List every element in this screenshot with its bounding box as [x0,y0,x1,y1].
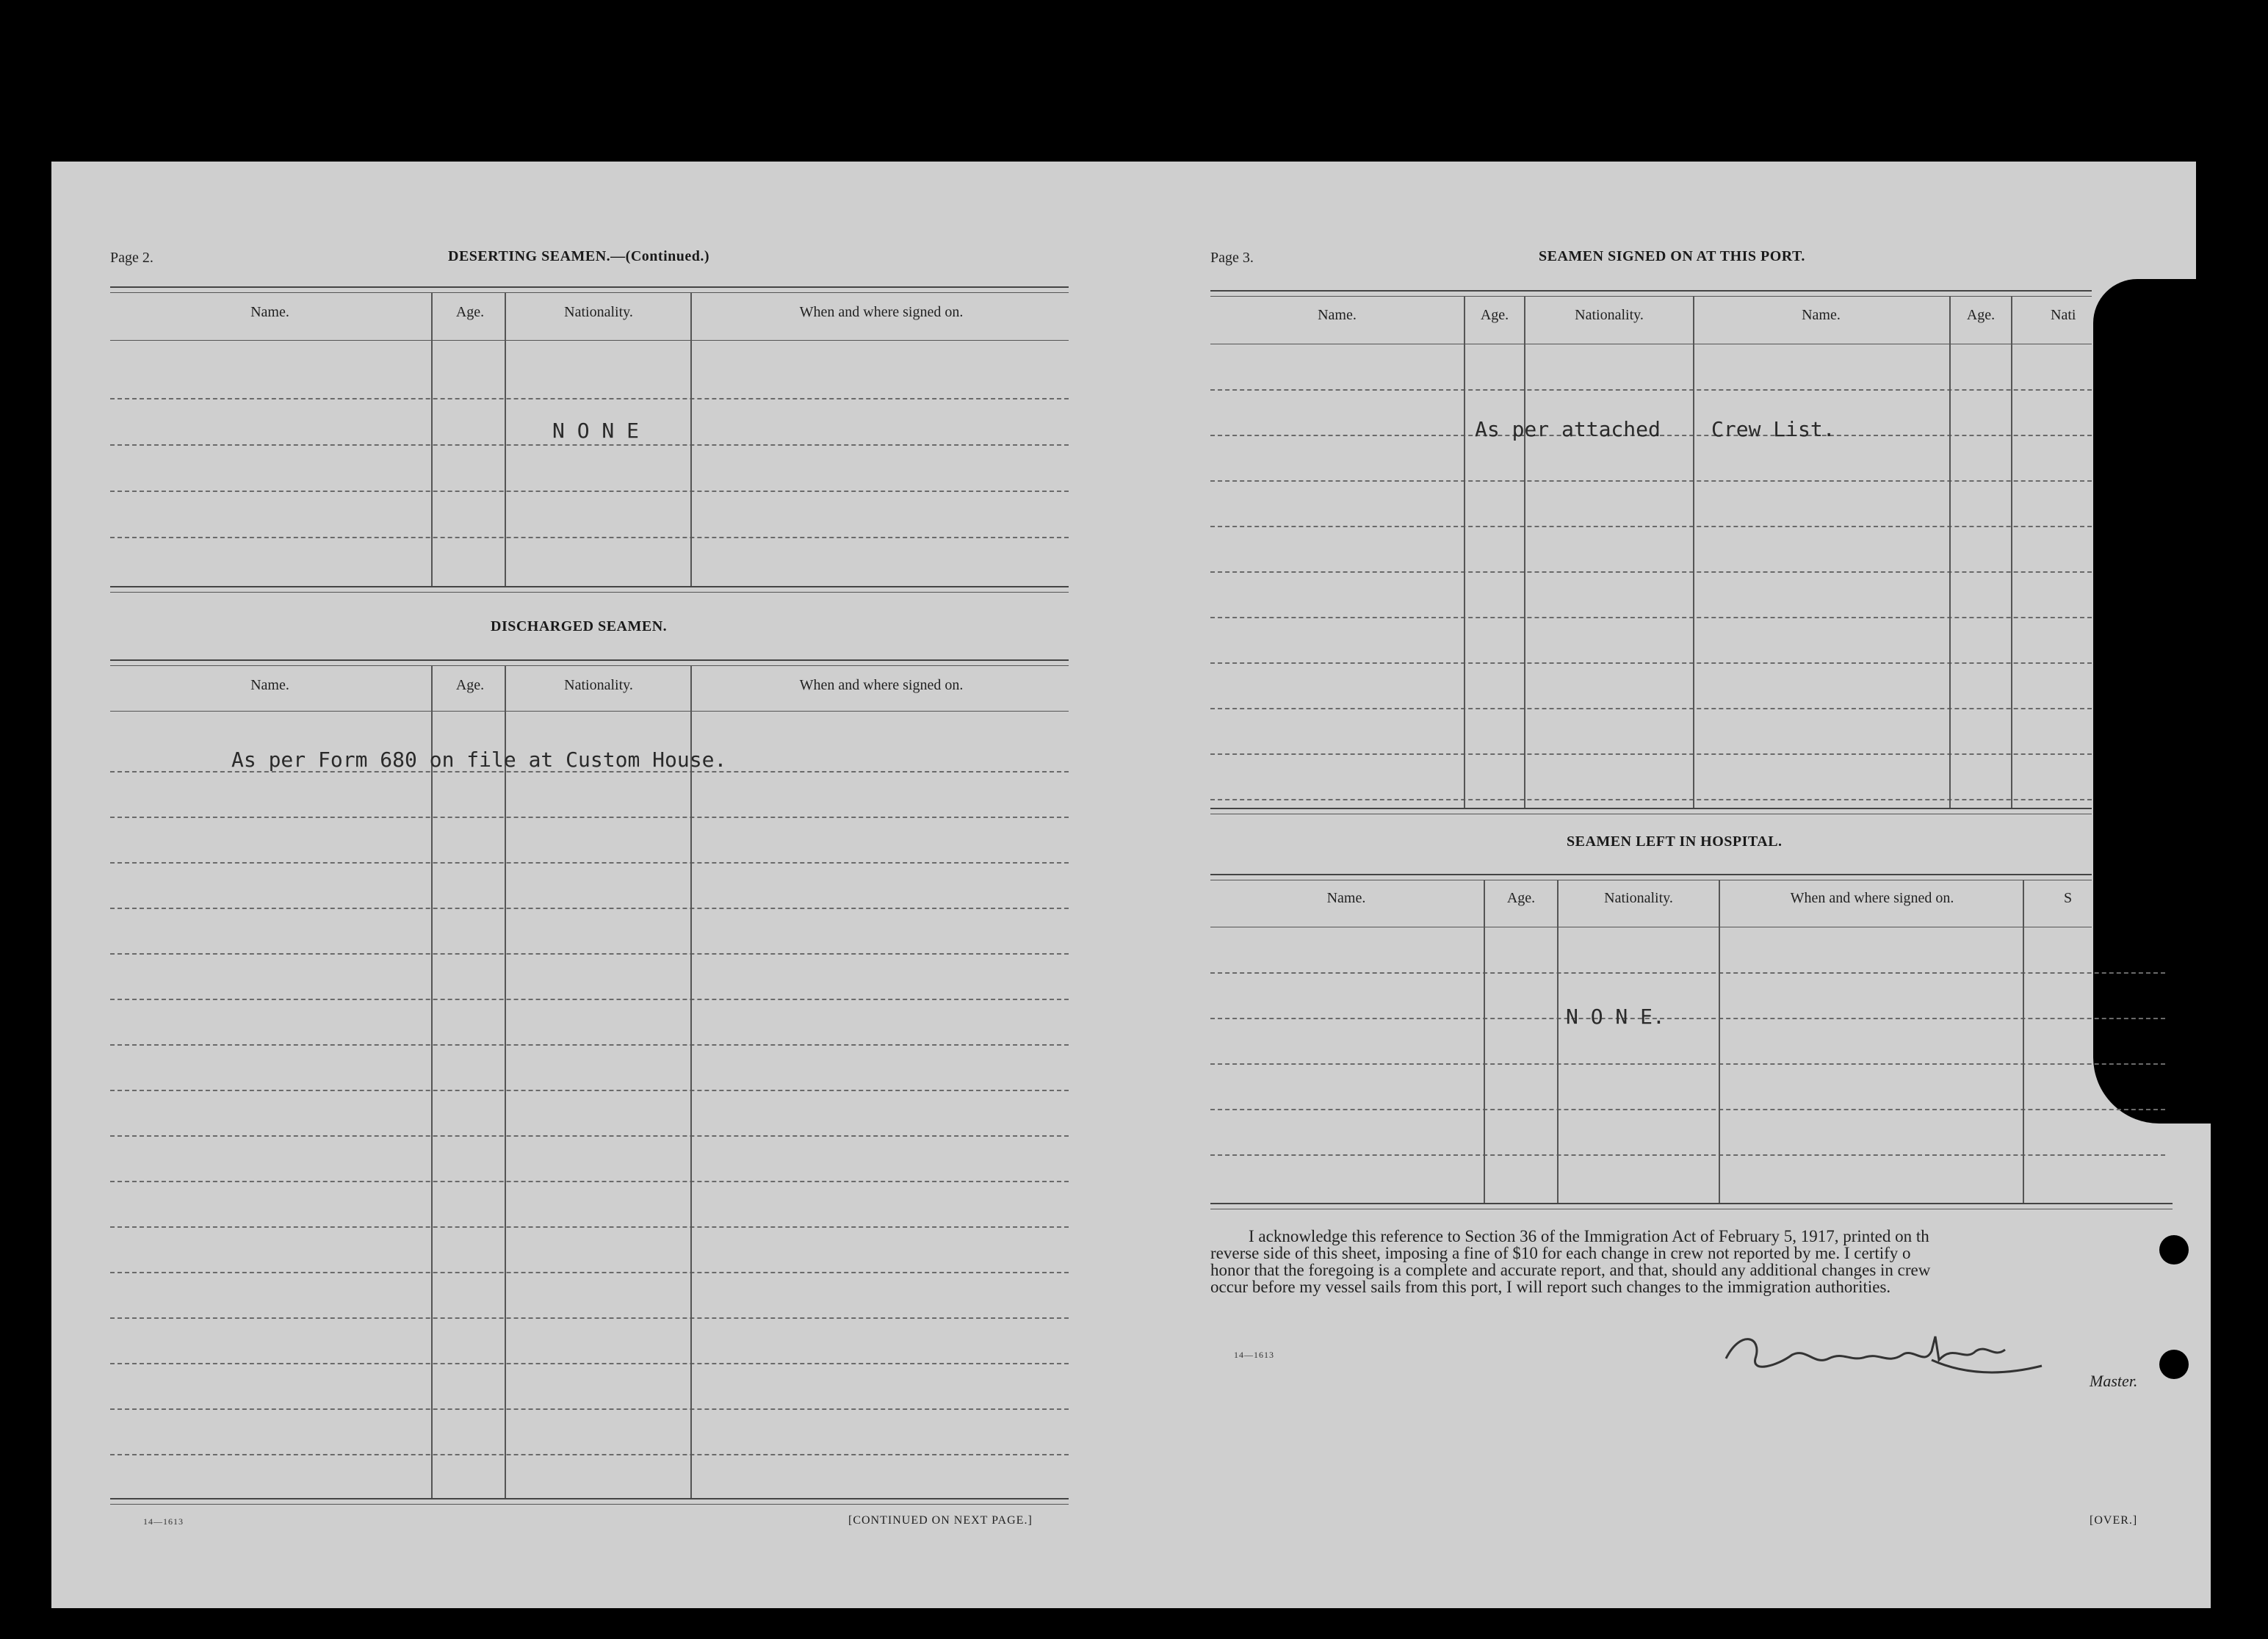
punch-hole [2159,1235,2189,1264]
col-nationality: Nationality. [564,304,633,320]
torn-edge [2093,279,2268,1124]
punch-hole [2159,1350,2189,1379]
col-age-2: Age. [1966,307,1996,323]
page-label-right: Page 3. [1210,250,1254,266]
col-when-where: When and where signed on. [799,304,964,320]
torn-edge-corner [2196,162,2268,294]
col-age: Age. [455,677,485,693]
hospital-entry: N O N E. [1566,1005,1665,1029]
col-name-2: Name. [1802,307,1841,323]
discharged-title: DISCHARGED SEAMEN. [491,618,668,634]
col-name: Name. [250,304,289,320]
over-note: [OVER.] [2090,1514,2138,1527]
page-label-left: Page 2. [110,250,154,266]
col-name: Name. [1326,890,1366,906]
col-nationality-2: Nati [2051,307,2076,323]
col-nationality: Nationality. [1575,307,1644,323]
ack-line-3: honor that the foregoing is a complete and accurate report, and that, should any additional changes in crew [1210,1261,1931,1279]
document-sheet [51,162,2211,1608]
master-label: Master. [2090,1372,2138,1390]
col-nationality: Nationality. [564,677,633,693]
ack-line-4: occur before my vessel sails from this port, I will report such changes to the immigration authorities. [1210,1278,1891,1296]
continued-note: [CONTINUED ON NEXT PAGE.] [848,1514,1033,1527]
col-age: Age. [455,304,485,320]
col-age: Age. [1480,307,1509,323]
hospital-title: SEAMEN LEFT IN HOSPITAL. [1567,833,1783,850]
deserting-entry: N O N E [552,419,640,443]
discharged-entry: As per Form 680 on file at Custom House. [231,748,727,772]
col-when-where: When and where signed on. [799,677,964,693]
signed-on-entry-1: As per attached [1475,417,1661,441]
col-nationality: Nationality. [1604,890,1673,906]
form-number-right: 14—1613 [1234,1350,1274,1360]
signed-on-entry-2: Crew List. [1711,417,1835,441]
deserting-title: DESERTING SEAMEN.—(Continued.) [448,248,710,264]
col-age: Age. [1506,890,1536,906]
signed-on-title: SEAMEN SIGNED ON AT THIS PORT. [1539,248,1805,264]
col-name: Name. [1318,307,1357,323]
form-number-left: 14—1613 [143,1516,184,1527]
col-when-where: When and where signed on. [1790,890,1954,906]
master-signature [1711,1314,2056,1388]
ack-line-1: I acknowledge this reference to Section 36 of the Immigration Act of February 5, 1917, printed on th [1249,1227,1929,1245]
ack-line-2: reverse side of this sheet, imposing a fine of $10 for each change in crew not reported by me. I certify o [1210,1244,1911,1262]
col-s: S [2064,890,2073,906]
col-name: Name. [250,677,289,693]
